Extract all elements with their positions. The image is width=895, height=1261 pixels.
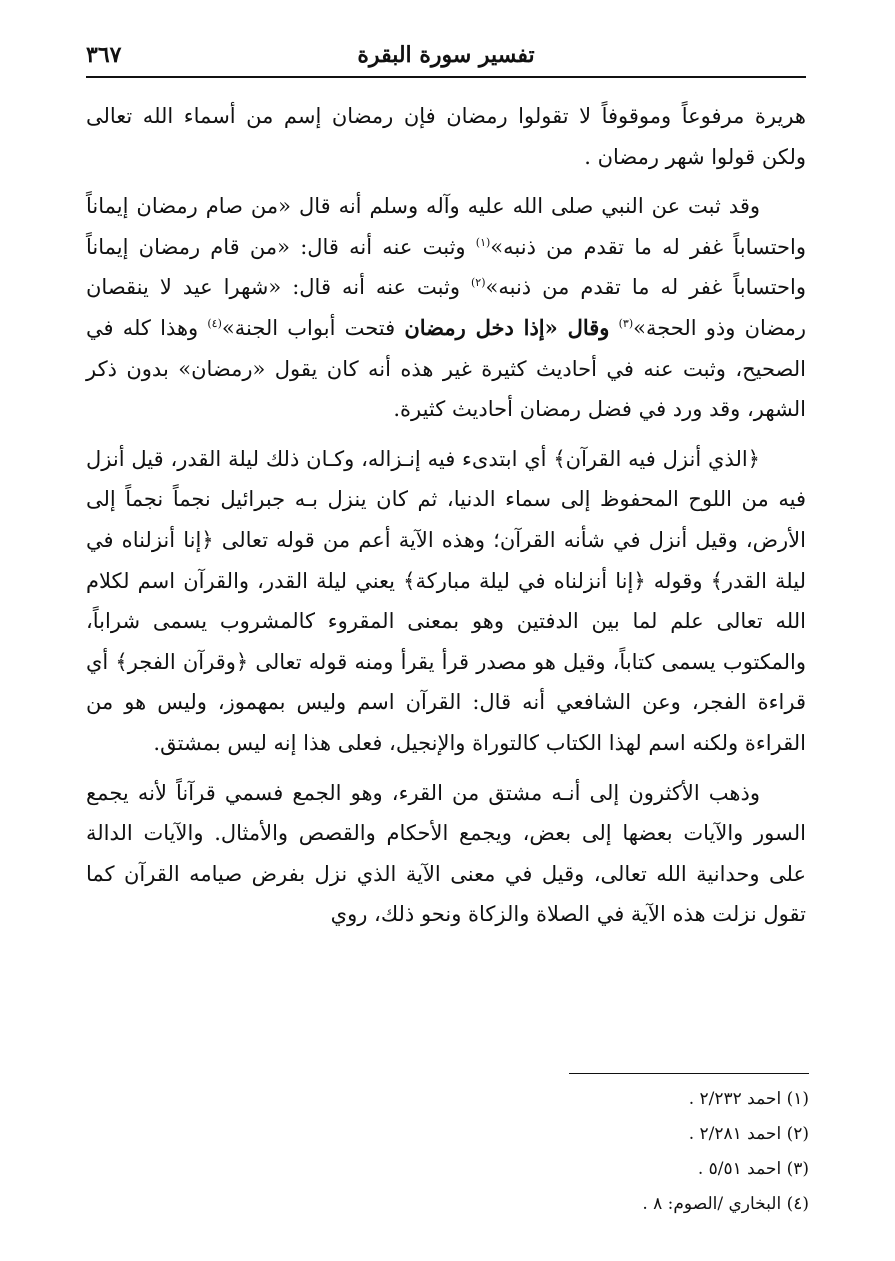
- footnote-marker: (٤): [207, 316, 222, 330]
- main-text: [86, 96, 806, 935]
- text-run: هريرة مرفوعاً وموقوفاً لا تقولوا رمضان فإن رمضان إسم من أسماء الله تعالى ولكن قولوا شهر رمضان .: [86, 104, 806, 169]
- text-run: فتحت أبواب الجنة»: [221, 315, 405, 340]
- footnotes: [409, 1082, 809, 1222]
- footnote-marker: (١): [475, 235, 491, 249]
- body-paragraph: [86, 773, 806, 935]
- text-run: وثبت عنه أنه قال: «شهرا عيد لا ينقصان رمضان وذو الحجة»: [86, 275, 806, 340]
- footnote: (١) احمد ٢/٢٣٢ .: [688, 1089, 809, 1109]
- footnote: (٣) احمد ٥/٥١ .: [697, 1159, 809, 1179]
- text-run: وهذا كله في الصحيح، وثبت عنه في أحاديث كثيرة غير هذه أنه كان يقول «رمضان» بدون ذكر الشهر، وقد ورد في فضل رمضان أحاديث كثيرة.: [86, 315, 806, 422]
- footnote-divider: [569, 1073, 809, 1074]
- text-run: وقال «إذا دخل رمضان: [404, 314, 610, 340]
- running-header: [86, 36, 806, 78]
- text-run: وذهب الأكثرون إلى أنـه مشتق من القرء، وهو الجمع فسمي قرآناً لأنه يجمع السور والآيات بعضها إلى بعض، ويجمع الأحكام والقصص والأمثال. والآيات الدالة على وحدانية الله تعالى، وقيل في معنى الآية الذي نزل بفرض صيامه القرآن كما تقول نزلت هذه الآية في الصلاة والزكاة ونحو ذلك، روي: [86, 780, 806, 927]
- footnote: (٢) احمد ٢/٢٨١ .: [688, 1124, 809, 1144]
- text-run: ﴿الذي أنزل فيه القرآن﴾ أي ابتدىء فيه إنـزاله، وكـان ذلك ليلة القدر، قيل أنزل فيه من اللوح المحفوظ إلى سماء الدنيا، ثم كان ينزل بـه جبرائيل نجماً نجماً إلى الأرض، وقيل أنزل في شأنه القرآن؛ وهذه الآية أعم من قوله تعالى ﴿إنا أنزلناه في ليلة القدر﴾ وقوله ﴿إنا أنزلناه في ليلة مباركة﴾ يعني ليلة القدر، والقرآن اسم لكلام الله تعالى علم لما بين الدفتين وهو بمعنى المقروء كالمشروب يسمى شراباً، والمكتوب يسمى كتاباً، وقيل هو مصدر قرأ يقرأ ومنه قوله تعالى ﴿وقرآن الفجر﴾ أي قراءة الفجر، وعن الشافعي أنه قال: القرآن اسم وليس بمهموز، وليس هو من القراءة ولكنه اسم لهذا الكتاب كالتوراة والإنجيل، فعلى هذا إنه ليس بمشتق.: [86, 446, 806, 755]
- body-paragraph: [86, 96, 806, 177]
- footnote-marker: (٢): [470, 276, 486, 290]
- footnote-marker: (٣): [618, 316, 634, 330]
- body-paragraph: [86, 439, 806, 764]
- body-paragraph: [86, 186, 806, 430]
- text-run: وقد ثبت عن النبي صلى الله عليه وآله وسلم أنه قال «من صام رمضان إيماناً واحتساباً غفر له ما تقدم من ذنبه»: [86, 194, 806, 259]
- page-number: ٣٦٧: [86, 42, 122, 68]
- text-run: وثبت عنه أنه قال: «من قام رمضان إيماناً واحتساباً غفر له ما تقدم من ذنبه»: [86, 234, 806, 300]
- footnote: (٤) البخاري /الصوم: ٨ .: [642, 1194, 809, 1214]
- page-title: تفسير سورة البقرة: [357, 42, 535, 68]
- text-run: [609, 316, 618, 340]
